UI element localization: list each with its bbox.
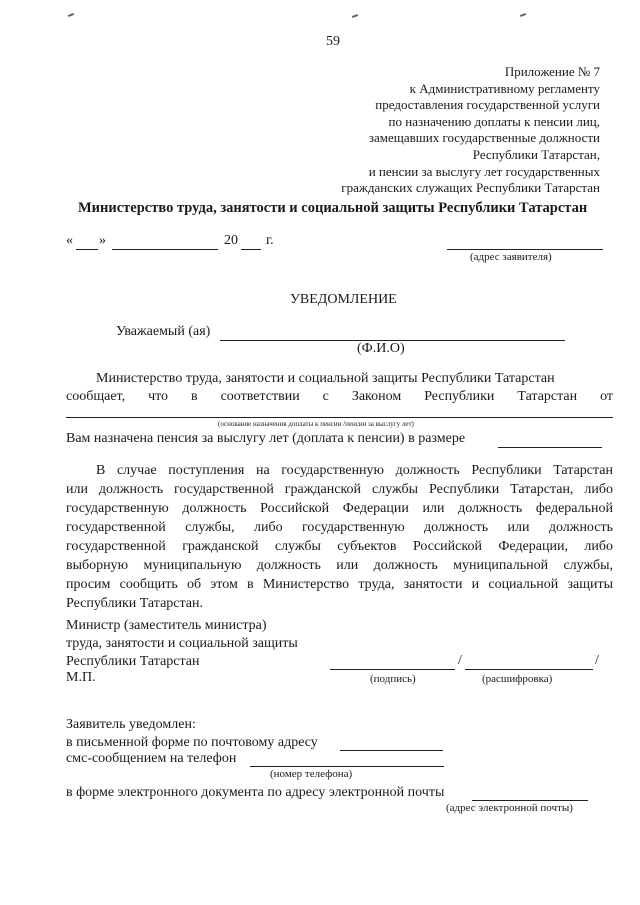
signature-blank [330, 669, 455, 670]
applicant-sms: смс-сообщением на телефон [66, 751, 237, 766]
date-day-blank [76, 249, 98, 250]
scan-speck [520, 13, 526, 17]
decoding-blank [465, 669, 593, 670]
notice-title: УВЕДОМЛЕНИЕ [290, 292, 397, 307]
body-word: в [191, 389, 198, 404]
applicant-electronic: в форме электронного документа по адресу электронной почты [66, 785, 445, 800]
basis-caption: (основание назначения доплаты к пенсии /пенсии за выслугу лет) [218, 420, 414, 428]
email-blank [472, 800, 588, 801]
body-word: с [322, 389, 329, 404]
signature-slash: / [595, 653, 599, 668]
paragraph-line: государственной гражданской службы субъектов Российской Федерации, либо [66, 539, 613, 554]
appendix-line: Приложение № 7 [504, 64, 600, 79]
phone-caption: (номер телефона) [270, 768, 353, 780]
appendix-block [341, 64, 600, 197]
pension-line: Вам назначена пенсия за выслугу лет (доплата к пенсии) в размере [66, 431, 466, 446]
appendix-line: по назначению доплаты к пенсии лиц, [388, 113, 600, 129]
postal-address-blank [340, 750, 443, 751]
signatory-line: Республики Татарстан [66, 654, 200, 669]
applicant-written: в письменной форме по почтовому адресу [66, 735, 318, 750]
paragraph-line: государственной службы, либо государственную должность или должность [66, 520, 613, 535]
paragraph-line: В случае поступления на государственную должность Республики Татарстан [96, 463, 613, 478]
signatory-line: труда, занятости и социальной защиты [66, 636, 298, 651]
date-month-blank [112, 249, 218, 250]
signature-slash: / [458, 653, 462, 668]
body-word: сообщает, [66, 389, 126, 404]
applicant-address-blank [447, 249, 603, 250]
body-word: от [600, 389, 614, 404]
body-line-1: Министерство труда, занятости и социальной защиты Республики Татарстан [96, 371, 555, 386]
signatory-line: Министр (заместитель министра) [66, 618, 267, 633]
basis-blank [66, 417, 613, 418]
signature-caption: (подпись) [370, 673, 416, 685]
date-year-suffix: г. [266, 233, 274, 248]
decoding-caption: (расшифровка) [482, 673, 553, 685]
fio-caption: (Ф.И.О) [357, 341, 405, 356]
body-word: Республики [424, 389, 495, 404]
phone-blank [250, 766, 444, 767]
date-year-prefix: 20 [224, 233, 238, 248]
ministry-title: Министерство труда, занятости и социальной защиты Республики Татарстан [78, 200, 588, 216]
appendix-line: замещавших государственные должности [368, 130, 600, 146]
body-word: Татарстан [517, 389, 578, 404]
page-number: 59 [326, 34, 340, 49]
address-caption: (адрес заявителя) [470, 251, 552, 263]
body-word: что [148, 389, 169, 404]
appendix-line: к Административному регламенту [409, 80, 600, 96]
salutation: Уважаемый (ая) [116, 324, 211, 339]
date-open-quote: « [66, 233, 73, 248]
paragraph-line: выборную муниципальную должность или должность муниципальной службы, [66, 558, 613, 573]
stamp-label: М.П. [66, 670, 96, 685]
date-year-blank [241, 249, 261, 250]
paragraph-line: Республики Татарстан. [66, 596, 203, 611]
scan-speck [352, 14, 358, 18]
paragraph-line: просим сообщить об этом в Министерство труда, занятости и социальной защиты [66, 577, 613, 592]
body-word: соответствии [220, 389, 300, 404]
paragraph-line: государственную должность Российской Федерации или должность федеральной [66, 501, 613, 516]
appendix-line: Республики Татарстан, [472, 146, 600, 162]
body-line-2 [66, 389, 613, 405]
body-word: Законом [351, 389, 402, 404]
appendix-line: гражданских служащих Республики Татарстан [341, 180, 600, 196]
scan-speck [68, 13, 74, 17]
email-caption: (адрес электронной почты) [446, 802, 573, 814]
pension-amount-blank [498, 447, 602, 448]
date-close-quote: » [99, 233, 106, 248]
appendix-line: и пенсии за выслугу лет государственных [368, 163, 600, 179]
applicant-title: Заявитель уведомлен: [66, 717, 196, 732]
appendix-line: предоставления государственной услуги [375, 97, 600, 113]
paragraph-line: или должность государственной гражданской службы Республики Татарстан, либо [66, 482, 613, 497]
